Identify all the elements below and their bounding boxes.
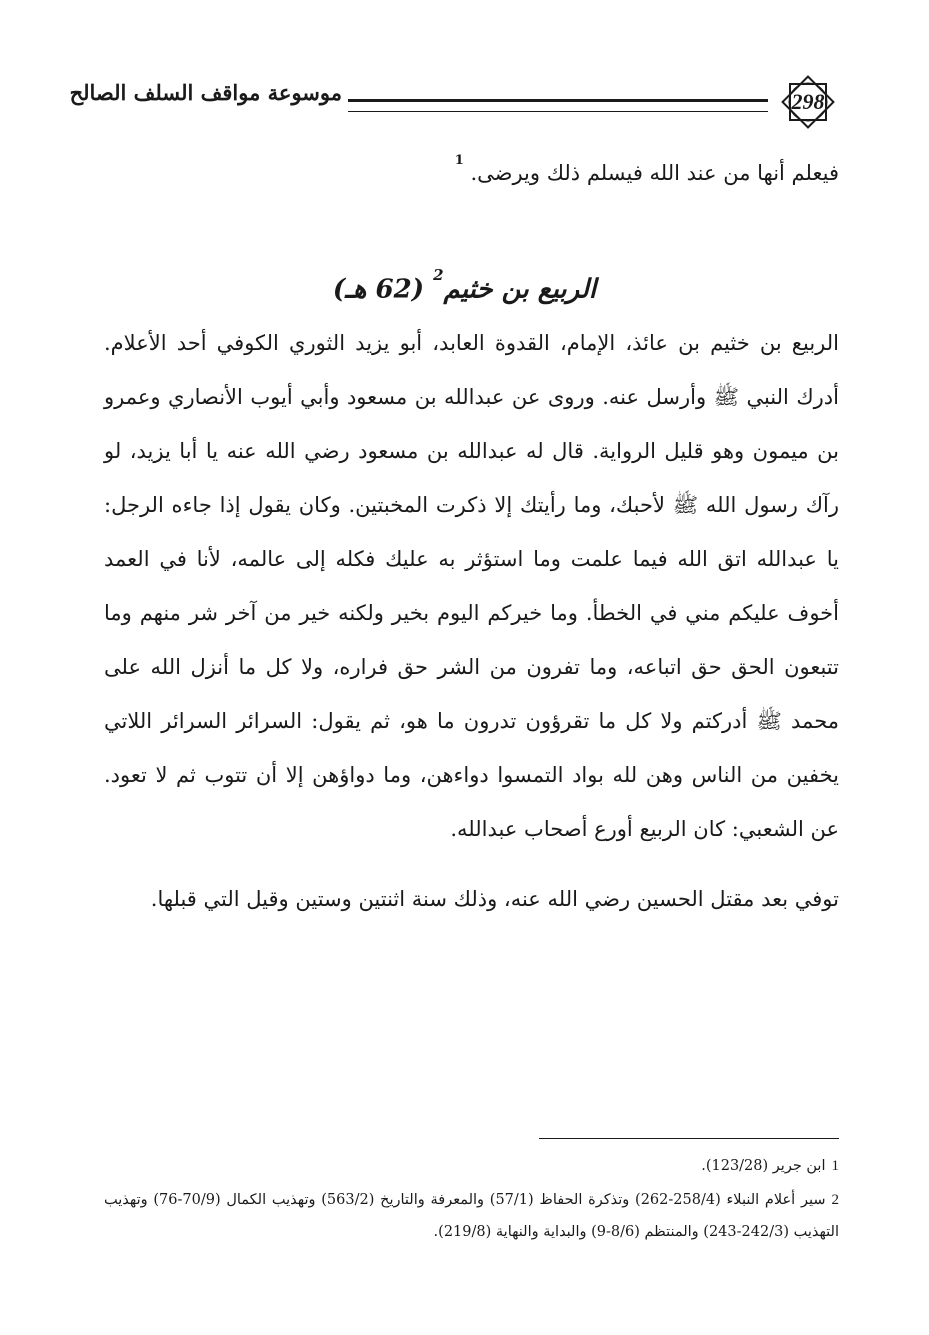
footnote xyxy=(104,1184,839,1248)
section-heading-date: (62 هـ) xyxy=(332,274,425,305)
footnote-ref-1: 1 xyxy=(454,153,464,168)
body-text xyxy=(104,316,839,926)
header-rule xyxy=(348,99,768,112)
footnote-text: سير أعلام النبلاء (258/4-262) وتذكرة الحفاظ (57/1) والمعرفة والتاريخ (563/2) وتهذيب الكمال (70/9-76) وتهذيب التهذيب (242/3-243) والمنتظم (8/6-9) والبداية والنهاية (219/8). xyxy=(104,1192,839,1240)
footnotes xyxy=(104,1150,839,1248)
footnote-ref-2: 2 xyxy=(433,265,444,284)
footnote-separator xyxy=(539,1138,839,1139)
section-heading xyxy=(0,265,929,305)
page-number-badge xyxy=(776,70,840,134)
section-heading-name: الربيع بن خثيم xyxy=(443,274,597,305)
continued-text-line xyxy=(454,153,839,185)
paragraph: الربيع بن خثيم بن عائذ، الإمام، القدوة العابد، أبو يزيد الثوري الكوفي أحد الأعلام. أدرك النبي ﷺ وأرسل عنه. وروى عن عبدالله بن مسعود وأبي أيوب الأنصاري وعمرو بن ميمون وهو قليل الرواية. قال له عبدالله بن مسعود رضي الله عنه يا أبا يزيد، لو رآك رسول الله ﷺ لأحبك، وما رأيتك إلا ذكرت المخبتين. وكان يقول إذا جاءه الرجل: يا عبدالله اتق الله فيما علمت وما استؤثر به عليك فكله إلى عالمه، لأنا في العمد أخوف عليكم مني في الخطأ. وما خيركم اليوم بخير ولكنه خير من آخر شر منهم وما تتبعون الحق حق اتباعه، وما تفرون من الشر حق فراره، ولا كل ما أنزل الله على محمد ﷺ أدركتم ولا كل ما تقرؤون تدرون ما هو، ثم يقول: السرائر السرائر اللاتي يخفين من الناس وهن لله بواد التمسوا دواءهن، وما دواؤهن إلا أن تتوب ثم لا تعود. عن الشعبي: كان الربيع أورع أصحاب عبدالله. xyxy=(104,331,839,841)
footnote-text: ابن جرير (123/28). xyxy=(701,1158,826,1174)
footnote-number: 2 xyxy=(831,1192,839,1208)
paragraph: توفي بعد مقتل الحسين رضي الله عنه، وذلك سنة اثنتين وستين وقيل التي قبلها. xyxy=(150,887,839,911)
page-header xyxy=(69,62,840,142)
footnote xyxy=(104,1150,839,1182)
series-title: موسوعة مواقف السلف الصالح xyxy=(69,80,342,105)
page-number: 298 xyxy=(791,89,825,114)
footnote-number: 1 xyxy=(831,1158,839,1174)
continued-text: فيعلم أنها من عند الله فيسلم ذلك ويرضى. xyxy=(470,161,839,185)
